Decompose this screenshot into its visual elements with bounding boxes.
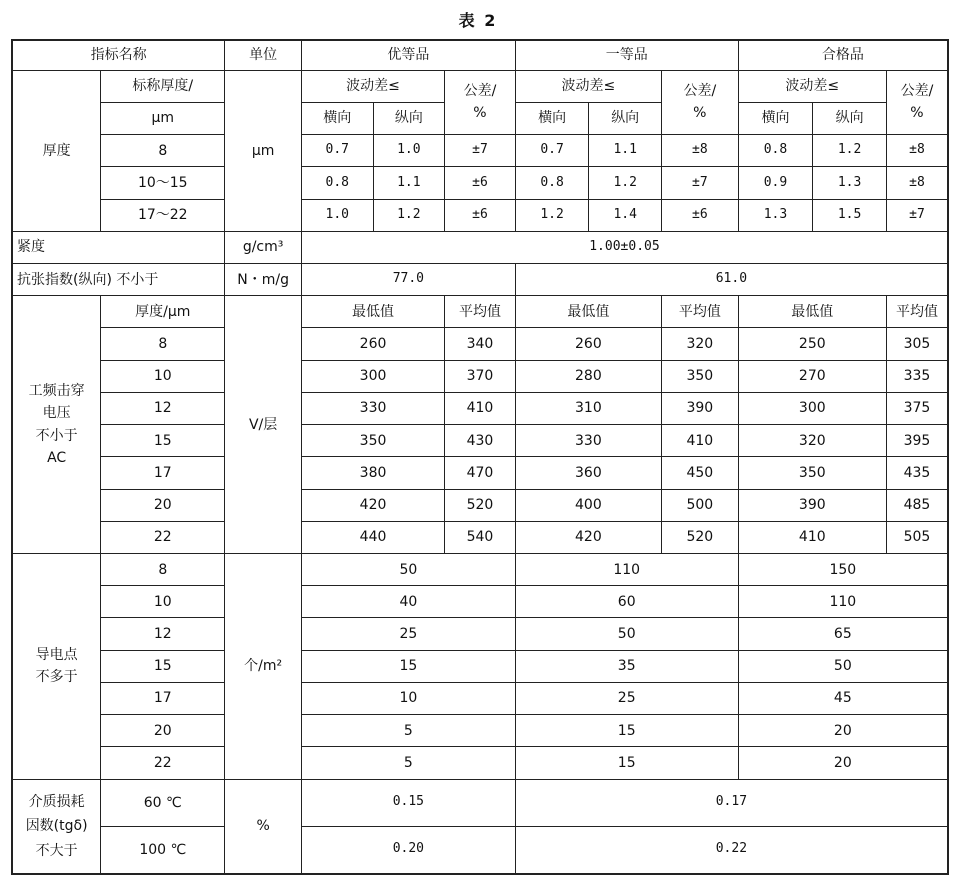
table-row (12, 425, 948, 457)
cell: ±8 (886, 135, 948, 167)
cell: 25 (301, 618, 515, 650)
cell: 305 (886, 328, 948, 360)
cell: 320 (738, 425, 886, 457)
table-row (12, 199, 948, 231)
cell: 450 (662, 457, 739, 489)
cell: 260 (301, 328, 444, 360)
cell: 65 (738, 618, 948, 650)
thickness-value: 12 (101, 392, 225, 424)
cell: 45 (738, 682, 948, 714)
thickness-value: 17 (101, 457, 225, 489)
cell: 330 (301, 392, 444, 424)
tol-label (445, 70, 516, 134)
thickness-value: 8 (101, 328, 225, 360)
cell: 150 (738, 553, 948, 585)
wave-label: 波动差≤ (738, 70, 886, 102)
table-row (12, 457, 948, 489)
header-grade-superior: 优等品 (301, 40, 515, 70)
table-row (12, 715, 948, 747)
breakdown-unit: V/层 (225, 296, 302, 554)
table-row (12, 360, 948, 392)
cell: 1.0 (373, 135, 445, 167)
header-grade-qualified: 合格品 (738, 40, 948, 70)
cell: 0.8 (515, 167, 589, 199)
cell: 250 (738, 328, 886, 360)
cell: 0.8 (301, 167, 373, 199)
cell: 360 (515, 457, 661, 489)
thickness-value: 8 (101, 135, 225, 167)
thickness-value: 17～22 (101, 199, 225, 231)
conductive-unit: 个/m² (225, 553, 302, 779)
cell: 50 (515, 618, 738, 650)
cell: ±7 (445, 135, 516, 167)
tensile-value-superior: 77.0 (301, 264, 515, 296)
cell: 435 (886, 457, 948, 489)
thickness-value: 22 (101, 521, 225, 553)
breakdown-label-line: 不小于 (35, 427, 78, 444)
spec-table (11, 39, 949, 875)
cell: 440 (301, 521, 444, 553)
cell: 300 (738, 392, 886, 424)
min-label: 最低值 (301, 296, 444, 328)
cell: 350 (301, 425, 444, 457)
tol-label-line: 公差/ (900, 83, 934, 100)
table-row (12, 618, 948, 650)
thickness-value: 15 (101, 425, 225, 457)
thickness-value: 17 (101, 682, 225, 714)
cell: 20 (738, 747, 948, 779)
transverse-label: 横向 (301, 102, 373, 134)
table-row (12, 779, 948, 826)
cell: 320 (662, 328, 739, 360)
cell: 0.8 (738, 135, 813, 167)
tol-label (662, 70, 739, 134)
thickness-value: 8 (101, 553, 225, 585)
breakdown-label-line: 电压 (42, 405, 71, 422)
tensile-unit: N・m/g (225, 264, 302, 296)
cell: 1.4 (589, 199, 662, 231)
cell: ±8 (662, 135, 739, 167)
table-row (12, 264, 948, 296)
cell: 485 (886, 489, 948, 521)
avg-label: 平均值 (886, 296, 948, 328)
cell: 470 (445, 457, 516, 489)
density-value: 1.00±0.05 (301, 231, 948, 263)
thickness-value: 12 (101, 618, 225, 650)
header-row (12, 40, 948, 70)
table-row (12, 70, 948, 102)
cell: 410 (662, 425, 739, 457)
cell: 370 (445, 360, 516, 392)
cell: 280 (515, 360, 661, 392)
dielectric-unit: % (225, 779, 302, 874)
cell: 35 (515, 650, 738, 682)
cell: 5 (301, 715, 515, 747)
thickness-value: 20 (101, 715, 225, 747)
table-row (12, 296, 948, 328)
cell: ±8 (886, 167, 948, 199)
cell: 1.1 (589, 135, 662, 167)
cell: 400 (515, 489, 661, 521)
cell: 50 (738, 650, 948, 682)
breakdown-label-line: AC (47, 450, 67, 466)
table-row (12, 586, 948, 618)
cell: 395 (886, 425, 948, 457)
thickness-value: 22 (101, 747, 225, 779)
cell: 520 (662, 521, 739, 553)
cell: 335 (886, 360, 948, 392)
cell: 15 (515, 715, 738, 747)
cell: 420 (515, 521, 661, 553)
cell: 410 (738, 521, 886, 553)
cell: ±6 (662, 199, 739, 231)
cell: 0.15 (301, 779, 515, 826)
cell: 1.3 (813, 167, 887, 199)
cell: ±7 (886, 199, 948, 231)
cell: 375 (886, 392, 948, 424)
cell: 420 (301, 489, 444, 521)
transverse-label: 横向 (515, 102, 589, 134)
tol-label (886, 70, 948, 134)
cell: 380 (301, 457, 444, 489)
table-row (12, 650, 948, 682)
tol-label-line: % (910, 105, 924, 122)
cell: 350 (662, 360, 739, 392)
cell: 1.2 (373, 199, 445, 231)
cell: 1.3 (738, 199, 813, 231)
longitudinal-label: 纵向 (589, 102, 662, 134)
cell: 260 (515, 328, 661, 360)
cell: 0.22 (515, 826, 948, 874)
cell: 15 (515, 747, 738, 779)
thickness-value: 15 (101, 650, 225, 682)
header-indicator: 指标名称 (12, 40, 225, 70)
cell: 300 (301, 360, 444, 392)
cell: 1.2 (589, 167, 662, 199)
cell: 50 (301, 553, 515, 585)
cell: 110 (515, 553, 738, 585)
tol-label-line: 公差/ (463, 83, 497, 100)
cell: 270 (738, 360, 886, 392)
cell: 15 (301, 650, 515, 682)
wave-label: 波动差≤ (515, 70, 661, 102)
table-row (12, 682, 948, 714)
cell: 60 (515, 586, 738, 618)
dielectric-label (12, 779, 101, 874)
cell: 1.5 (813, 199, 887, 231)
conductive-label (12, 553, 101, 779)
thickness-unit: μm (225, 70, 302, 231)
tensile-label: 抗张指数(纵向) 不小于 (12, 264, 225, 296)
table-row (12, 826, 948, 874)
cell: 0.9 (738, 167, 813, 199)
cell: 390 (662, 392, 739, 424)
cell: 430 (445, 425, 516, 457)
tol-label-line: % (693, 105, 707, 122)
min-label: 最低值 (738, 296, 886, 328)
longitudinal-label: 纵向 (373, 102, 445, 134)
table-caption: 表 2 (458, 11, 498, 30)
cell: 540 (445, 521, 516, 553)
breakdown-label-line: 工频击穿 (28, 382, 85, 399)
conductive-label-line: 导电点 (35, 646, 78, 663)
table-row (12, 328, 948, 360)
cell: 0.7 (301, 135, 373, 167)
transverse-label: 横向 (738, 102, 813, 134)
cell: 10 (301, 682, 515, 714)
table-row (12, 167, 948, 199)
cell: 1.1 (373, 167, 445, 199)
thickness-value: 10 (101, 586, 225, 618)
thickness-value: 20 (101, 489, 225, 521)
density-unit: g/cm³ (225, 231, 302, 263)
cell: 0.7 (515, 135, 589, 167)
temperature-value: 60 ℃ (101, 779, 225, 826)
cell: 25 (515, 682, 738, 714)
thickness-label: 厚度 (12, 70, 101, 231)
cell: ±6 (445, 167, 516, 199)
table-row (12, 747, 948, 779)
cell: 350 (738, 457, 886, 489)
cell: ±7 (662, 167, 739, 199)
cell: 500 (662, 489, 739, 521)
temperature-value: 100 ℃ (101, 826, 225, 874)
cell: 505 (886, 521, 948, 553)
breakdown-label (12, 296, 101, 554)
dielectric-label-line: 不大于 (35, 842, 78, 859)
cell: 0.17 (515, 779, 948, 826)
cell: 390 (738, 489, 886, 521)
cell: 110 (738, 586, 948, 618)
breakdown-thickness-label: 厚度/μm (101, 296, 225, 328)
avg-label: 平均值 (445, 296, 516, 328)
min-label: 最低值 (515, 296, 661, 328)
cell: 0.20 (301, 826, 515, 874)
cell: 1.2 (813, 135, 887, 167)
table-row (12, 489, 948, 521)
table-row (12, 521, 948, 553)
cell: 1.2 (515, 199, 589, 231)
tol-label-line: 公差/ (683, 83, 717, 100)
cell: 330 (515, 425, 661, 457)
avg-label: 平均值 (662, 296, 739, 328)
cell: 20 (738, 715, 948, 747)
cell: 1.0 (301, 199, 373, 231)
tensile-value-other: 61.0 (515, 264, 948, 296)
cell: 520 (445, 489, 516, 521)
cell: 310 (515, 392, 661, 424)
nominal-thickness-unit: μm (101, 102, 225, 134)
cell: 40 (301, 586, 515, 618)
dielectric-label-line: 介质损耗 (28, 793, 85, 810)
header-unit: 单位 (225, 40, 302, 70)
wave-label: 波动差≤ (301, 70, 444, 102)
cell: ±6 (445, 199, 516, 231)
table-row (12, 231, 948, 263)
table-row (12, 392, 948, 424)
thickness-value: 10～15 (101, 167, 225, 199)
longitudinal-label: 纵向 (813, 102, 887, 134)
tol-label-line: % (473, 105, 487, 122)
cell: 340 (445, 328, 516, 360)
conductive-label-line: 不多于 (35, 669, 78, 686)
table-row (12, 135, 948, 167)
cell: 5 (301, 747, 515, 779)
nominal-thickness-label: 标称厚度/ (101, 70, 225, 102)
cell: 410 (445, 392, 516, 424)
thickness-value: 10 (101, 360, 225, 392)
header-grade-first: 一等品 (515, 40, 738, 70)
density-label: 紧度 (12, 231, 225, 263)
dielectric-label-line: 因数(tgδ) (25, 818, 88, 834)
table-row (12, 553, 948, 585)
